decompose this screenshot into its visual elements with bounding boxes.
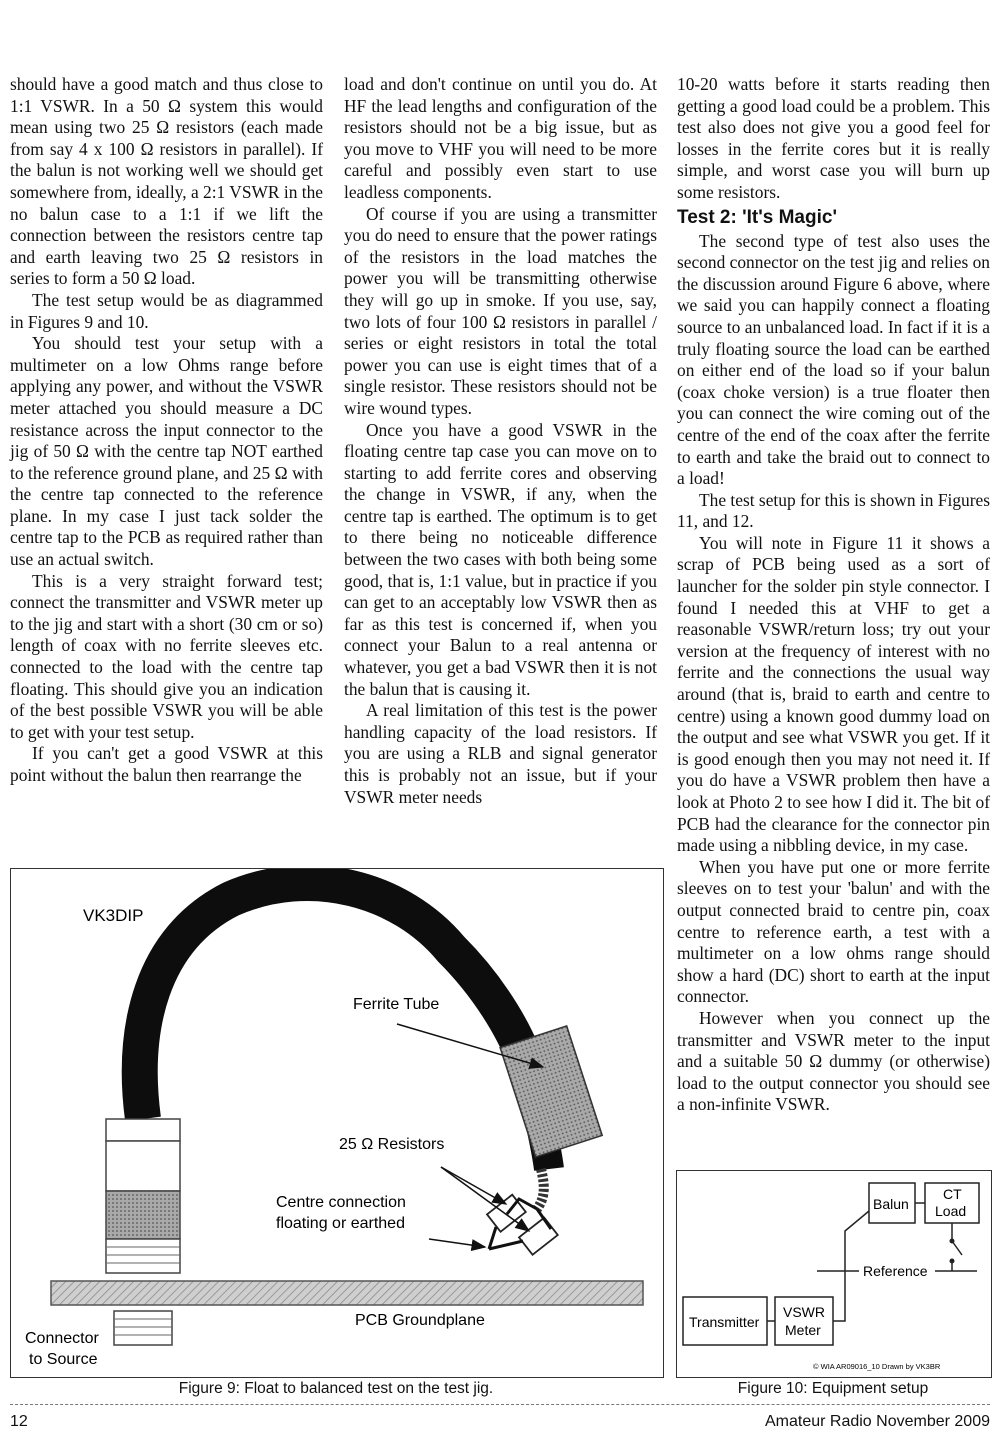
vswr-label-1: VSWR: [783, 1304, 825, 1320]
vswr-label-2: Meter: [785, 1322, 821, 1338]
section-heading: Test 2: 'It's Magic': [677, 206, 837, 228]
publication-info: Amateur Radio November 2009: [764, 1413, 990, 1430]
page-footer: [10, 1404, 990, 1435]
figure-10: [676, 1170, 992, 1378]
connector: [106, 1119, 180, 1345]
paragraph: The test setup for this is shown in Figures 11, and 12.: [677, 489, 990, 532]
groundplane-label: PCB Groundplane: [355, 1312, 485, 1329]
article-column-3: [677, 74, 990, 1116]
switch: [952, 1241, 962, 1255]
coax-cable: [140, 883, 531, 1119]
paragraph: should have a good match and thus close to 1:1 VSWR. In a 50 Ω system this would mean using two 25 Ω resistors (each made from say 4 x 100 Ω resistors in parallel). If the balun is not working well we should get somewhere from, ideally, a 2:1 VSWR in the no balun case to a 1:1 if we lift the connection between the resistors centre tap and earth leaving two 25 Ω resistors in series to form a 50 Ω load.: [10, 74, 323, 289]
paragraph: When you have put one or more ferrite sleeves on to test your 'balun' and with the output connected braid to centre pin, coax centre to reference earth, a test with a multimeter on a low ohms range should show a hard (DC) short to earth at the input connector.: [677, 856, 990, 1007]
resistors: [487, 1195, 558, 1255]
paragraph: load and don't continue on until you do. At HF the lead lengths and configuration of the resistors should not be a big issue, but as you move to VHF you will need to be more careful and possibly even start to use leadless components.: [344, 74, 657, 202]
paragraph: The second type of test also uses the second connector on the test jig and relies on the discussion around Figure 6 above, where we said you can happily connect a floating source to an unbalanced load. In fact if it is a truly floating source the load can be earthed on either end of the load so if your balun (coax choke version) is a true floater then you can connect the wire coming out of the centre of the end of the coax after the ferrite to earth and take the braid out to connect to a load!: [677, 230, 990, 489]
pcb-groundplane: [51, 1281, 643, 1305]
article-column-1: [10, 74, 323, 787]
paragraph: A real limitation of this test is the power handling capacity of the load resistors. If you are using a RLB and signal generator this is probably not an issue, but if your VSWR meter needs: [344, 700, 657, 807]
paragraph: If you can't get a good VSWR at this point without the balun then rearrange the: [10, 743, 323, 785]
paragraph: You will note in Figure 11 it shows a scrap of PCB being used as a sort of launcher for the solder pin style connector. I found I needed this at VHF to get a reasonable VSWR/return loss; try out your version at the frequency of interest with no ferrite and the connections the usual way around (that is, braid to earth and centre to centre) using a known good dummy load on the output and see what VSWR you get. If it is good enough then you may not need it. If you do have a VSWR problem then have a look at Photo 2 to see how I did it. The bit of PCB had the clearance for the connector pin made using a nibbling device, in my case.: [677, 532, 990, 856]
balun-label: Balun: [873, 1196, 909, 1212]
reference-label: Reference: [863, 1263, 928, 1279]
paragraph: 10-20 watts before it starts reading then getting a good load could be a problem. This test also does not give you a good feel for losses in the ferrite cores but it is really simple, and worst case you will burn up some resistors.: [677, 74, 990, 202]
paragraph: You should test your setup with a multimeter on a low Ohms range before applying any power, and without the VSWR meter attached you should measure a DC resistance across the input connector to the jig of 50 Ω with the centre tap NOT earthed to the reference ground plane, and 25 Ω with the centre tap connected to the reference plane. In my case I just tack solder the centre tap to the PCB as required rather than use an actual switch.: [10, 333, 323, 570]
ct-load-label-1: CT: [943, 1186, 962, 1202]
figure-9-caption: Figure 9: Float to balanced test on the test jig.: [178, 1380, 494, 1397]
connector-label-1: Connector: [25, 1330, 99, 1347]
ferrite-label: Ferrite Tube: [353, 996, 440, 1013]
connector-label-2: to Source: [29, 1351, 98, 1368]
paragraph: The test setup would be as diagrammed in Figures 9 and 10.: [10, 289, 323, 332]
page-number: 12: [10, 1413, 28, 1430]
figure-9-diagram: [11, 869, 663, 1377]
ct-load-label-2: Load: [935, 1203, 967, 1219]
author-label: VK3DIP: [83, 906, 144, 925]
paragraph: However when you connect up the transmitter and VSWR meter to the input and a suitable 50 Ω dummy (or otherwise) load to the output connector you should see a non-infinite VSWR.: [677, 1007, 990, 1115]
centre-label-2: floating or earthed: [276, 1215, 405, 1232]
figure-credit: © WIA AR09016_10 Drawn by VK3BR: [813, 1362, 941, 1371]
figure-10-caption: Figure 10: Equipment setup: [737, 1380, 929, 1397]
transmitter-label: Transmitter: [689, 1314, 760, 1330]
paragraph: This is a very straight forward test; connect the transmitter and VSWR meter up to the jig and start with a short (30 cm or so) length of coax with no ferrite sleeves etc. connected to the load with the centre tap floating. This should give you an indication of the best possible VSWR you will be able to get with your test setup.: [10, 570, 323, 742]
figure-10-diagram: [677, 1171, 991, 1377]
article-column-2: [344, 74, 657, 808]
ferrite-tube: [500, 1026, 602, 1157]
resistors-label: 25 Ω Resistors: [339, 1136, 445, 1153]
figure-9: [10, 868, 664, 1378]
centre-label-1: Centre connection: [276, 1194, 406, 1211]
paragraph: Once you have a good VSWR in the floating centre tap case you can move on to starting to add ferrite cores and observing the change in VSWR, if any, when the centre tap is earthed. The optimum is to get to there being no noticeable difference between the two cases with both being some good, that is, 1:1 value, but in practice if you can get to an acceptably low VSWR then as far as this test is concerned if, when you connect your Balun to a real antenna or whatever, you get a bad VSWR then it is not the balun that is causing it.: [344, 419, 657, 699]
paragraph: Of course if you are using a transmitter you do need to ensure that the power ratings of the resistors in the load matches the power you will be transmitting otherwise they will go up in smoke. If you use, say, two lots of four 100 Ω resistors in parallel / series or eight resistors in total the total power you can use is eight times that of a single resistor. These resistors should not be wire wound types.: [344, 203, 657, 418]
